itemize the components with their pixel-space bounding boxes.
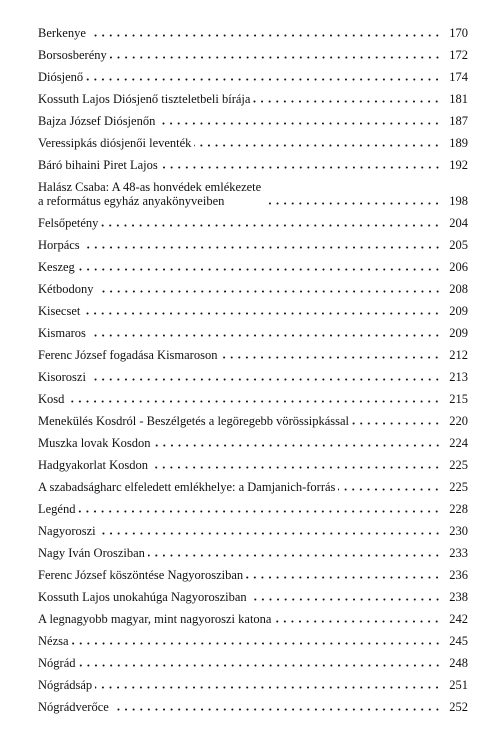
toc-entry-title-block [38,48,107,62]
toc-entry-title: Nagy Iván Orosziban [38,546,145,560]
toc-entry-page-number: 228 [449,502,468,516]
toc-entry-title-block [38,502,75,516]
dot-leader [95,686,441,689]
toc-entry [38,252,468,274]
toc-entry [38,150,468,172]
toc-entry [38,318,468,340]
toc-entry-page-number: 174 [449,70,468,84]
toc-entry [38,362,468,384]
toc-entry-page-number: 245 [449,634,468,648]
dot-leader [78,510,441,513]
toc-entry-title-block [38,348,217,362]
toc-entry-title-block [38,304,80,318]
dot-leader [89,378,441,381]
toc-entry-title-block [38,568,243,582]
dot-leader [99,532,441,535]
toc-entry-title: Borsosberény [38,48,107,62]
toc-entry-title: Kétbodony [38,282,94,296]
toc-entry-page-number: 212 [449,348,468,362]
toc-entry-title-block [38,180,261,208]
dot-leader [161,166,441,169]
toc-entry [38,582,468,604]
toc-entry-title: Diósjenő [38,70,84,84]
toc-entry [38,274,468,296]
dot-leader [274,620,441,623]
toc-entry-page-number: 242 [449,612,468,626]
toc-entry-page-number: 236 [449,568,468,582]
toc-entry-page-number: 192 [449,158,468,172]
dot-leader [79,664,442,667]
toc-entry-page-number: 224 [449,436,468,450]
toc-entry-page-number: 172 [449,48,468,62]
toc-entry-title-block [38,480,335,494]
toc-entry [38,208,468,230]
toc-entry-title-block [38,70,83,84]
toc-entry-title: Halász Csaba: A 48-as honvédek emlékezete [38,180,262,194]
toc-entry-title: Veressipkás diósjenői leventék [38,136,192,150]
toc-entry-title: Muszka lovak Kosdon [38,436,151,450]
dot-leader [151,466,441,469]
toc-entry-title: Horpács [38,238,80,252]
toc-entry-title: Keszeg [38,260,75,274]
toc-entry-page-number: 170 [449,26,468,40]
toc-entry-title-block [38,612,271,626]
dot-leader [352,422,441,425]
toc-entry-page-number: 189 [449,136,468,150]
toc-entry-title-block [38,114,155,128]
toc-entry-title: A legnagyobb magyar, mint nagyoroszi katona [38,612,272,626]
toc-entry-page-number: 220 [449,414,468,428]
toc-entry [38,128,468,150]
toc-entry-page-number: 205 [449,238,468,252]
toc-entry-title-block [38,260,75,274]
toc-entry-title: Kisoroszi [38,370,86,384]
toc-entry-title: A szabadságharc elfeledett emlékhelye: a Damjanich-forrás [38,480,336,494]
toc-entry-title-block [38,700,109,714]
toc-entry-title-continuation: a református egyház anyakönyveiben [38,194,225,208]
toc-entry-title: Bajza József Diósjenőn [38,114,156,128]
dot-leader [246,576,441,579]
toc-entry-title-block [38,458,148,472]
toc-entry-page-number: 225 [449,458,468,472]
toc-entry-title-block [38,524,96,538]
toc-entry-page-number: 251 [449,678,468,692]
toc-entry-title: Ferenc József fogadása Kismaroson [38,348,218,362]
toc-entry [38,560,468,582]
toc-entry-title: Legénd [38,502,76,516]
toc-entry [38,604,468,626]
toc-entry [38,84,468,106]
toc-entry [38,428,468,450]
dot-leader [220,356,441,359]
toc-entry [38,230,468,252]
toc-entry-title: Báró bihaini Piret Lajos [38,158,158,172]
dot-leader [264,202,441,205]
dot-leader [67,400,441,403]
toc-entry [38,494,468,516]
toc-entry-page-number: 233 [449,546,468,560]
toc-entry-title-block [38,414,349,428]
toc-entry-page-number: 213 [449,370,468,384]
toc-entry-title-block [38,634,69,648]
toc-entry-page-number: 208 [449,282,468,296]
dot-leader [83,312,441,315]
toc-entry-page-number: 225 [449,480,468,494]
toc-entry [38,538,468,560]
toc-entry [38,62,468,84]
toc-entry [38,648,468,670]
dot-leader [89,334,441,337]
toc-entry-page-number: 204 [449,216,468,230]
toc-entry-page-number: 181 [449,92,468,106]
toc-entry [38,670,468,692]
toc-entry-title: Felsőpetény [38,216,99,230]
toc-entry-page-number: 209 [449,326,468,340]
toc-entry-title-block [38,392,64,406]
toc-entry [38,18,468,40]
toc-entry-page-number: 206 [449,260,468,274]
toc-entry [38,106,468,128]
dot-leader [253,100,441,103]
toc-entry-title-block [38,158,158,172]
toc-entry [38,296,468,318]
toc-entry-title-block [38,136,191,150]
toc-entry-title-block [38,216,98,230]
toc-entry-page-number: 230 [449,524,468,538]
toc-entry [38,406,468,428]
toc-entry [38,172,468,208]
toc-entry-title-block [38,370,86,384]
dot-leader [112,708,441,711]
toc-entry-title: Hadgyakorlat Kosdon [38,458,149,472]
dot-leader [338,488,441,491]
toc-entry-page-number: 215 [449,392,468,406]
toc-entry-title: Nézsa [38,634,69,648]
toc-entry-title: Nógrádverőce [38,700,109,714]
toc-entry-title-block [38,546,145,560]
toc-entry-title: Kisecset [38,304,81,318]
toc-entry [38,472,468,494]
toc-entry [38,384,468,406]
dot-leader [110,56,441,59]
dot-leader [158,122,441,125]
toc-entry-title: Nógrádsáp [38,678,93,692]
toc-entry-title: Nógrád [38,656,76,670]
toc-entry-title: Kossuth Lajos unokahúga Nagyorosziban [38,590,247,604]
dot-leader [194,144,441,147]
toc-entry [38,40,468,62]
toc-entry-title-block [38,326,86,340]
toc-entry-title-block [38,92,250,106]
dot-leader [101,224,441,227]
toc-entry-title-block [38,656,76,670]
dot-leader [72,642,441,645]
toc-entry [38,340,468,362]
dot-leader [89,34,441,37]
table-of-contents [38,18,468,714]
toc-entry-title: Kossuth Lajos Diósjenő tiszteletbeli bírája [38,92,251,106]
toc-entry-title: Nagyoroszi [38,524,96,538]
toc-entry [38,516,468,538]
toc-entry-page-number: 209 [449,304,468,318]
toc-entry-page-number: 198 [449,194,468,208]
toc-entry-title: Ferenc József köszöntése Nagyorosziban [38,568,244,582]
toc-entry-page-number: 248 [449,656,468,670]
toc-entry-title-block [38,26,86,40]
dot-leader [250,598,441,601]
toc-entry [38,450,468,472]
toc-entry-page-number: 252 [449,700,468,714]
toc-entry-title: Berkenye [38,26,86,40]
toc-entry-title: Kismaros [38,326,86,340]
dot-leader [97,290,441,293]
toc-entry-title-block [38,590,247,604]
dot-leader [148,554,441,557]
dot-leader [86,78,441,81]
toc-entry-page-number: 238 [449,590,468,604]
toc-entry [38,626,468,648]
toc-entry-title-block [38,282,94,296]
dot-leader [154,444,442,447]
toc-entry [38,692,468,714]
dot-leader [78,268,441,271]
toc-entry-title-block [38,238,80,252]
toc-entry-title-block [38,678,92,692]
toc-entry-title: Menekülés Kosdról - Beszélgetés a legöregebb vörössipkással [38,414,350,428]
toc-entry-title: Kosd [38,392,65,406]
toc-entry-title-block [38,436,151,450]
dot-leader [83,246,441,249]
toc-entry-page-number: 187 [449,114,468,128]
